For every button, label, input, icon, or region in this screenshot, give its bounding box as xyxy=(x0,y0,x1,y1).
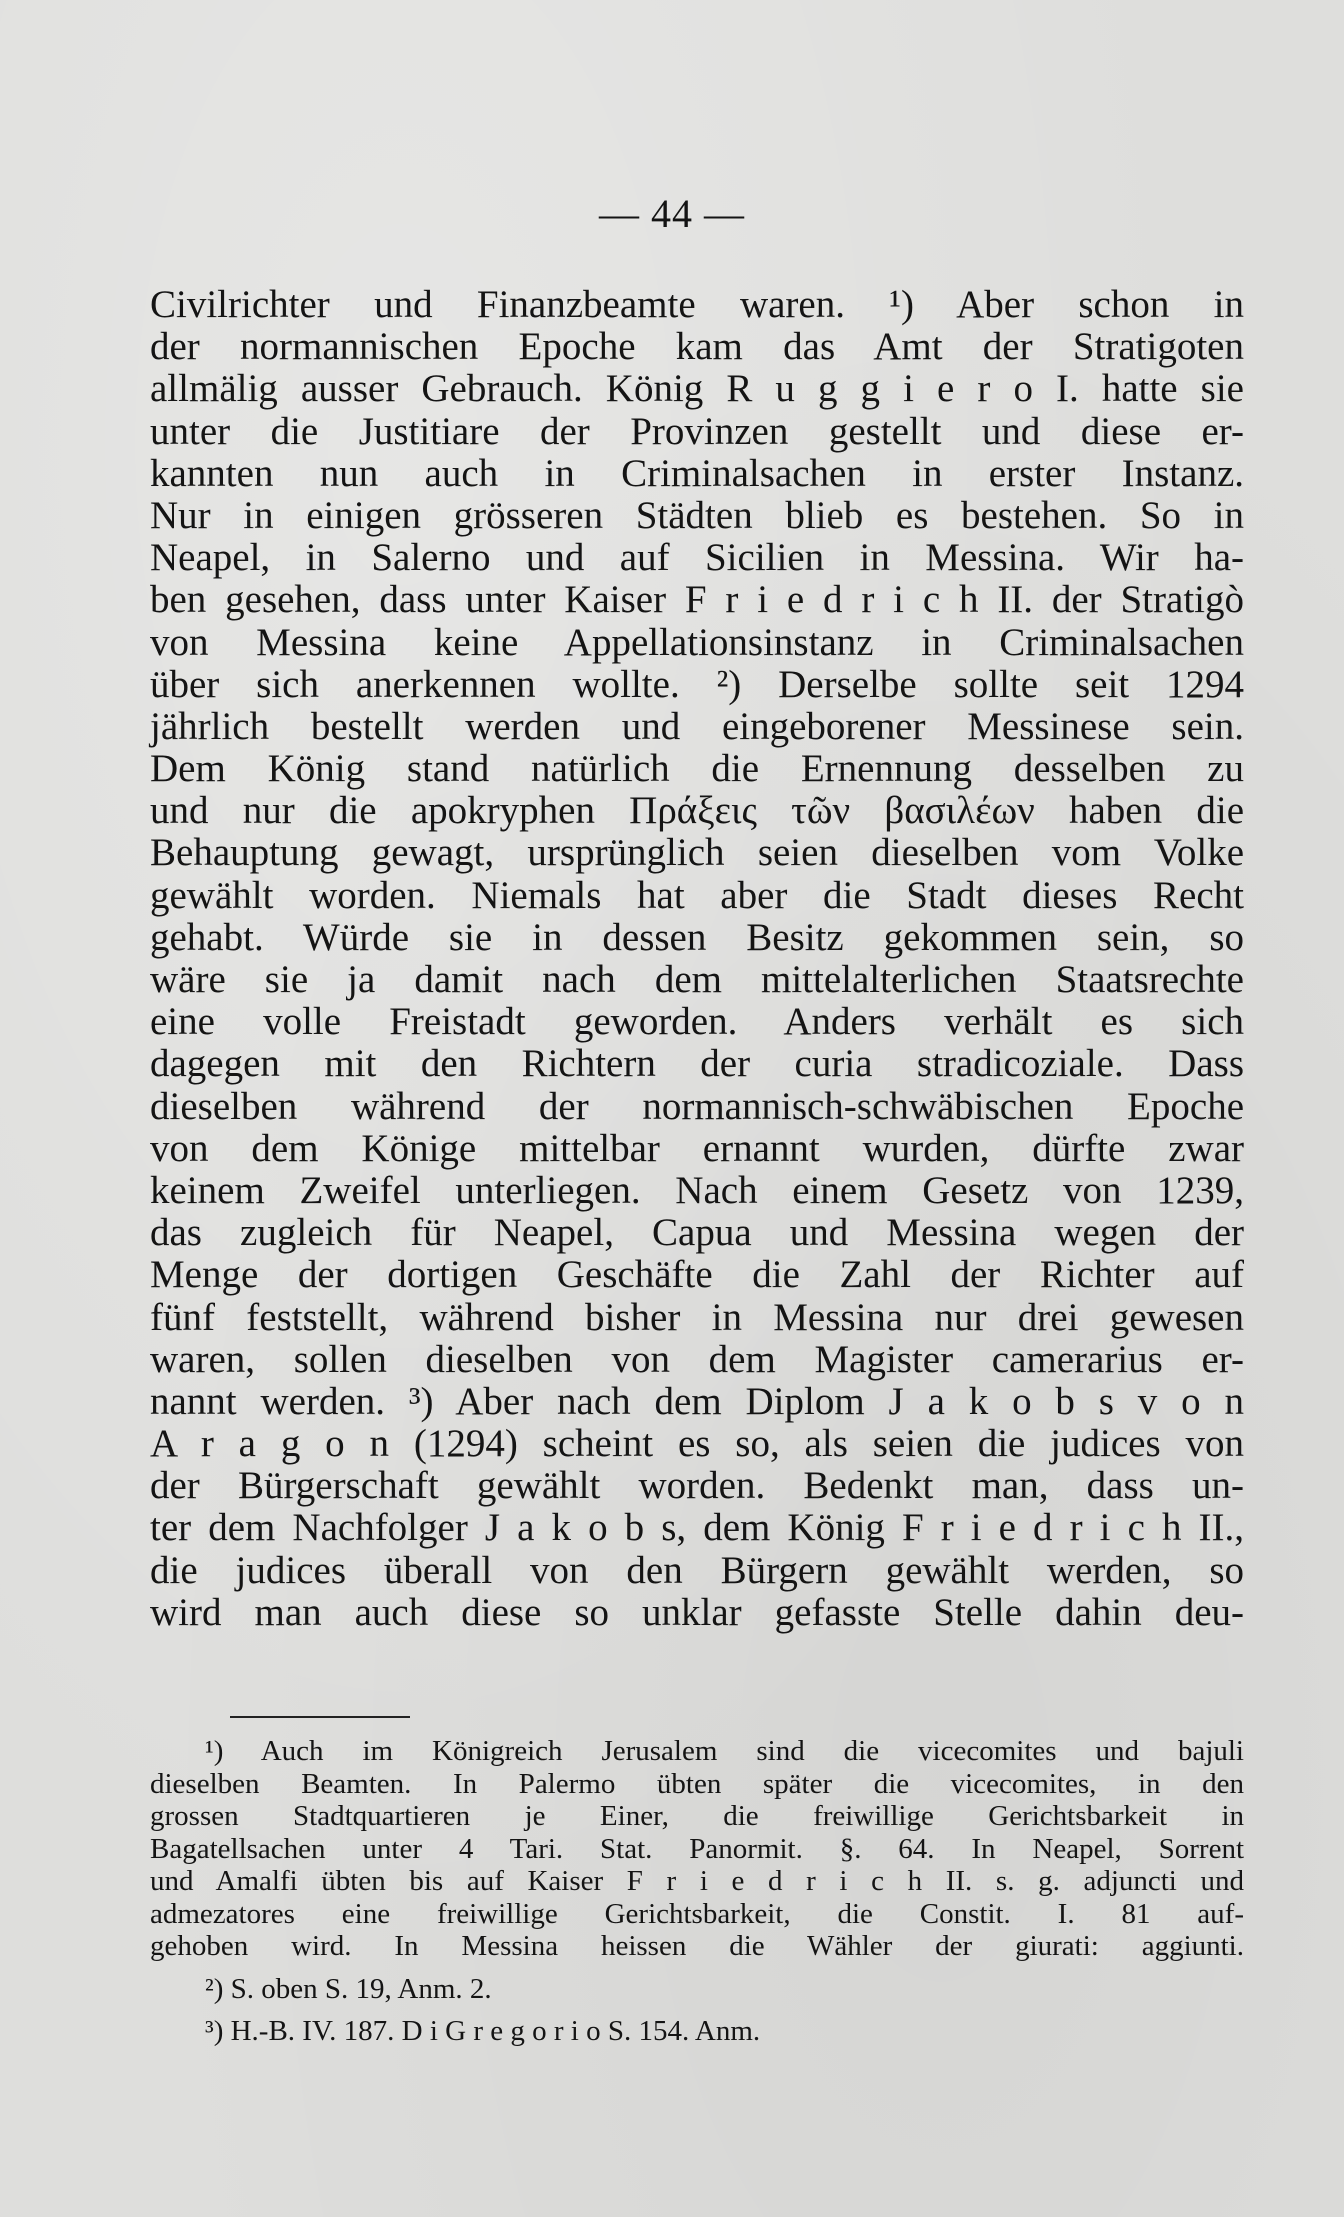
text-line: keinem Zweifel unterliegen. Nach einem Gesetz von 1239, xyxy=(150,1168,1244,1212)
text-line: allmälig ausser Gebrauch. König R u g g i e r o I. hatte sie xyxy=(150,367,1244,411)
text-line: wird man auch diese so unklar gefasste Stelle dahin deu- xyxy=(150,1590,1244,1634)
footnote-line: gehoben wird. In Messina heissen die Wähler der giurati: aggiunti. xyxy=(150,1930,1244,1962)
text-line: kannten nun auch in Criminalsachen in erster Instanz. xyxy=(150,451,1244,495)
text-line: von dem Könige mittelbar ernannt wurden, dürfte zwar xyxy=(150,1126,1244,1170)
text-line: und nur die apokryphen Πράξεις τῶν βασιλέων haben die xyxy=(150,789,1244,833)
text-line: Nur in einigen grösseren Städten blieb es bestehen. So in xyxy=(150,493,1244,537)
text-line: der normannischen Epoche kam das Amt der Stratigoten xyxy=(150,325,1244,369)
text-line: fünf feststellt, während bisher in Messina nur drei gewesen xyxy=(150,1295,1244,1339)
page-number: — 44 — xyxy=(599,191,745,236)
text-line: jährlich bestellt werden und eingeborener Messinese sein. xyxy=(150,704,1244,748)
text-line: nannt werden. ³) Aber nach dem Diplom J a k o b s v o n xyxy=(150,1379,1244,1423)
text-line: Civilrichter und Finanzbeamte waren. ¹) Aber schon in xyxy=(150,283,1244,326)
main-text-block xyxy=(150,284,1244,1634)
footnote-2: ²) S. oben S. 19, Anm. 2. xyxy=(205,1972,492,2005)
footnote-line: Bagatellsachen unter 4 Tari. Stat. Panormit. §. 64. In Neapel, Sorrent xyxy=(150,1832,1244,1865)
footnote-3: ³) H.-B. IV. 187. D i G r e g o r i o S. 154. Anm. xyxy=(205,2015,761,2047)
text-line: Neapel, in Salerno und auf Sicilien in Messina. Wir ha- xyxy=(150,536,1244,580)
text-line: Dem König stand natürlich die Ernennung desselben zu xyxy=(150,747,1244,791)
text-line: die judices überall von den Bürgern gewählt werden, so xyxy=(150,1548,1244,1592)
text-line: über sich anerkennen wollte. ²) Derselbe sollte seit 1294 xyxy=(150,662,1244,706)
footnote-line: ¹) Auch im Königreich Jerusalem sind die vicecomites und bajuli xyxy=(205,1735,1244,1767)
footnote-line: grossen Stadtquartieren je Einer, die freiwillige Gerichtsbarkeit in xyxy=(150,1800,1244,1832)
footnote-line: und Amalfi übten bis auf Kaiser F r i e d r i c h II. s. g. adjuncti und xyxy=(150,1865,1244,1897)
text-line: eine volle Freistadt geworden. Anders verhält es sich xyxy=(150,1000,1244,1044)
text-line: ter dem Nachfolger J a k o b s, dem König F r i e d r i c h II., xyxy=(150,1506,1244,1550)
text-line: unter die Justitiare der Provinzen gestellt und diese er- xyxy=(150,409,1244,453)
text-line: das zugleich für Neapel, Capua und Messina wegen der xyxy=(150,1211,1244,1255)
text-line: gehabt. Würde sie in dessen Besitz gekommen sein, so xyxy=(150,915,1244,959)
text-line: Menge der dortigen Geschäfte die Zahl der Richter auf xyxy=(150,1253,1244,1297)
text-line: dagegen mit den Richtern der curia stradicoziale. Dass xyxy=(150,1042,1244,1086)
footnote-line: dieselben Beamten. In Palermo übten später die vicecomites, in den xyxy=(150,1767,1244,1800)
text-line: von Messina keine Appellationsinstanz in Criminalsachen xyxy=(150,620,1244,664)
footnote-divider xyxy=(230,1716,410,1718)
text-line: der Bürgerschaft gewählt worden. Bedenkt man, dass un- xyxy=(150,1464,1244,1508)
text-line: wäre sie ja damit nach dem mittelalterlichen Staatsrechte xyxy=(150,958,1244,1001)
footnote-line: admezatores eine freiwillige Gerichtsbarkeit, die Constit. I. 81 auf- xyxy=(150,1897,1244,1930)
text-line: ben gesehen, dass unter Kaiser F r i e d r i c h II. der Stratigò xyxy=(150,578,1244,622)
text-line: Behauptung gewagt, ursprünglich seien dieselben vom Volke xyxy=(150,831,1244,875)
text-line: dieselben während der normannisch-schwäbischen Epoche xyxy=(150,1084,1244,1128)
text-line: waren, sollen dieselben von dem Magister camerarius er- xyxy=(150,1337,1244,1381)
footnotes-block xyxy=(150,1735,1244,2048)
text-line: gewählt worden. Niemals hat aber die Stadt dieses Recht xyxy=(150,873,1244,917)
text-line: A r a g o n (1294) scheint es so, als seien die judices von xyxy=(150,1422,1244,1466)
